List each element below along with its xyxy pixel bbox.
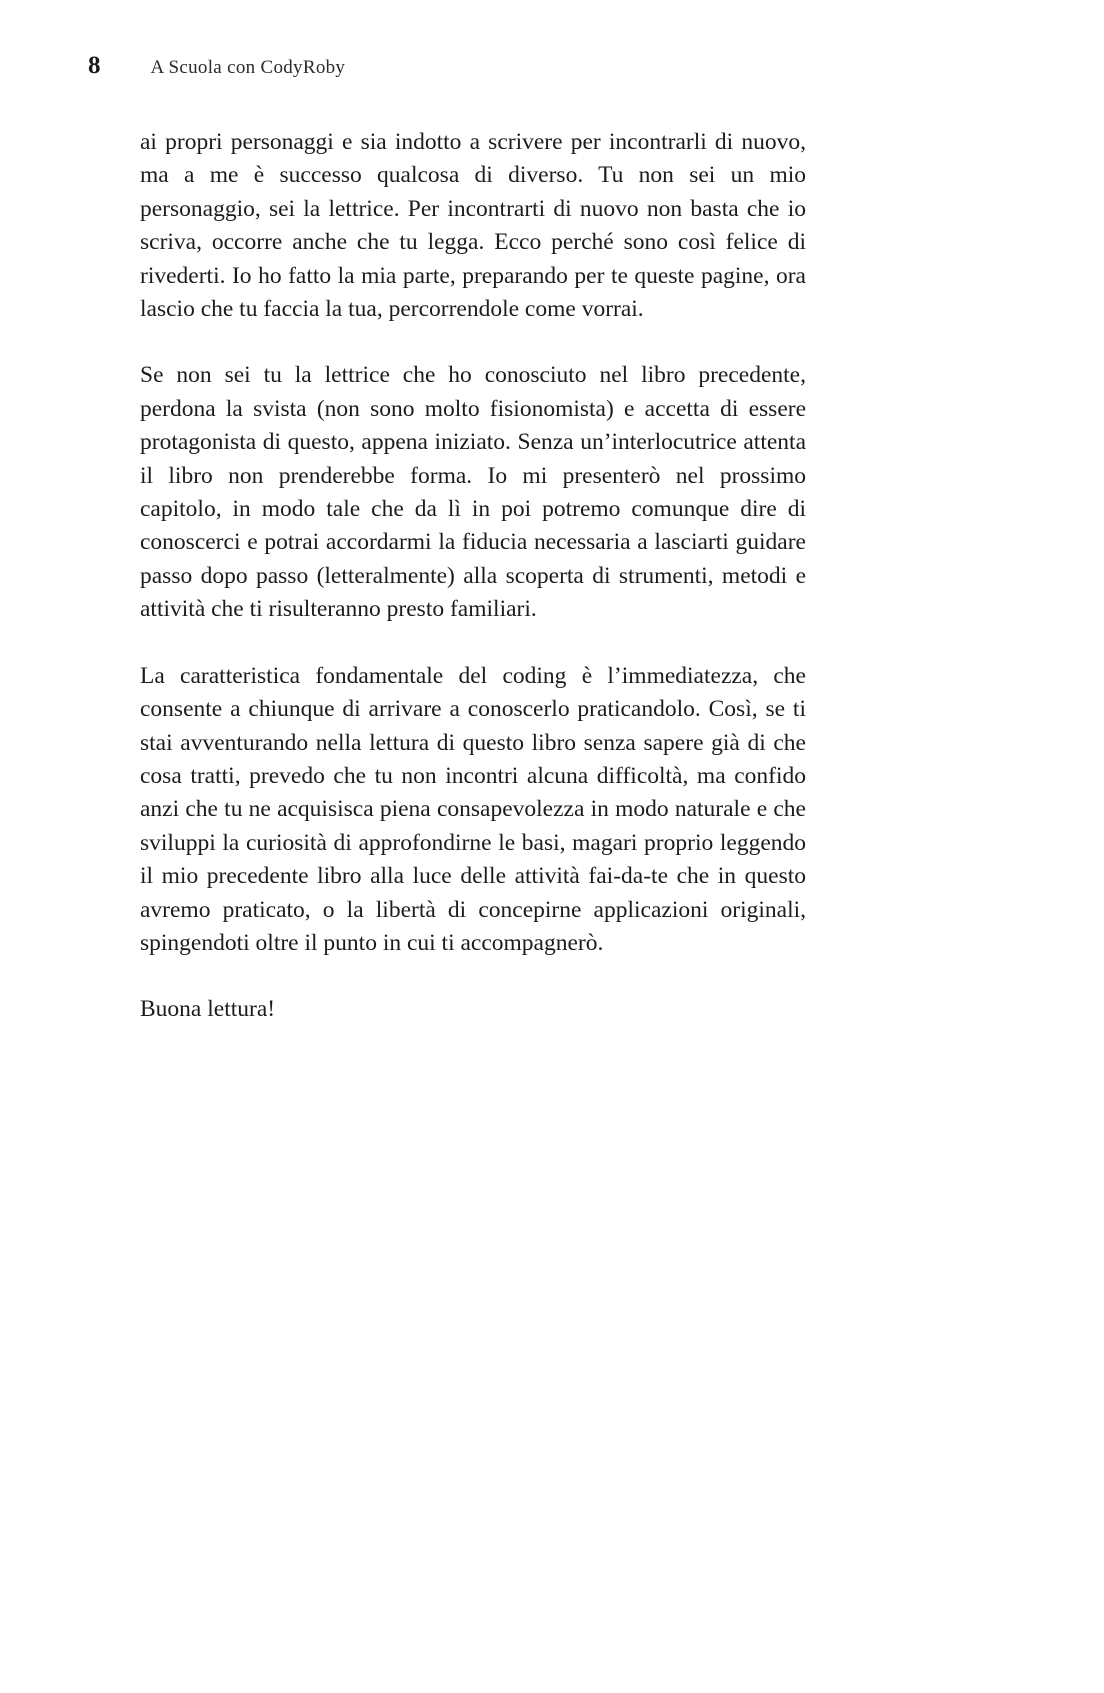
- page-number: 8: [88, 52, 101, 79]
- page-header: [88, 52, 345, 80]
- closing-line: Buona lettura!: [140, 996, 276, 1023]
- body-text: [140, 126, 806, 1027]
- paragraph-3: La caratteristica fondamentale del coding è l’immediatezza, che consente a chiunque di arrivare a conoscerlo praticandolo. Così, se ti stai avventurando nella lettura di questo libro senza sapere già di che cosa tratti, prevedo che tu non incontri alcuna difficoltà, ma confido anzi che tu ne acquisisca piena consapevolezza in modo naturale e che sviluppi la curiosità di approfondirne le basi, magari proprio leggendo il mio precedente libro alla luce delle attività fai-da-te che in questo avremo praticato, o la libertà di concepirne applicazioni originali, spingendoti oltre il punto in cui ti accompagnerò.: [140, 662, 806, 956]
- running-title: A Scuola con CodyRoby: [150, 57, 346, 78]
- paragraph-2: Se non sei tu la lettrice che ho conosciuto nel libro precedente, perdona la svista (non sono molto fisionomista) e accetta di essere protagonista di questo, appena iniziato. Senza un’interlocutrice attenta il libro non prenderebbe forma. Io mi presenterò nel prossimo capitolo, in modo tale che da lì in poi potremo comunque dire di conoscerci e potrai accordarmi la fiducia necessaria a lasciarti guidare passo dopo passo (letteralmente) alla scoperta di strumenti, metodi e attività che ti risulteranno presto familiari.: [140, 362, 806, 623]
- paragraph-1: ai propri personaggi e sia indotto a scrivere per incontrarli di nuovo, ma a me è successo qualcosa di diverso. Tu non sei un mio personaggio, sei la lettrice. Per incontrarti di nuovo non basta che io scriva, occorre anche che tu legga. Ecco perché sono così felice di rivederti. Io ho fatto la mia parte, preparando per te queste pagine, ora lascio che tu faccia la tua, percorrendole come vorrai.: [140, 129, 806, 323]
